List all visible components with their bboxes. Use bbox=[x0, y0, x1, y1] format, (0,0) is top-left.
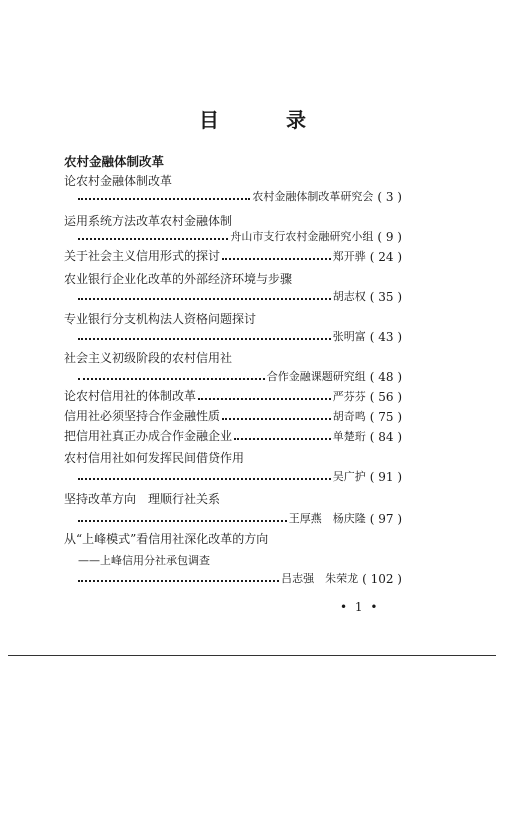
toc-entry-author: 郑开骅 bbox=[332, 250, 366, 263]
toc-entry-page: ( 91 ) bbox=[369, 470, 402, 484]
toc-entry-title: 运用系统方法改革农村金融体制 bbox=[64, 214, 233, 228]
toc-entry-title: 把信用社真正办成合作金融企业 bbox=[64, 429, 233, 443]
toc-entry[interactable] bbox=[64, 248, 402, 264]
toc-entry-author: 吴广护 bbox=[332, 470, 366, 483]
toc-entry-title: 论农村信用社的体制改革 bbox=[64, 389, 197, 403]
toc-entry-leader[interactable] bbox=[76, 188, 402, 204]
toc-entry-author: 严芬芬 bbox=[332, 390, 366, 403]
leader-dots bbox=[78, 338, 331, 340]
toc-entry-page: ( 24 ) bbox=[369, 250, 402, 264]
toc-entry-title: 从“上峰模式”看信用社深化改革的方向 bbox=[64, 532, 269, 546]
toc-entry-author: 胡志权 bbox=[332, 290, 366, 303]
page-title: 目 录 bbox=[199, 108, 336, 132]
leader-dots bbox=[222, 258, 331, 260]
toc-entry[interactable] bbox=[64, 428, 402, 444]
leader-dots bbox=[222, 418, 331, 420]
toc-entry-leader[interactable] bbox=[76, 288, 402, 304]
toc-entry-page: ( 102 ) bbox=[362, 572, 402, 586]
toc-entry-subtitle: ——上峰信用分社承包调查 bbox=[78, 554, 210, 567]
toc-entry-author: 吕志强 朱荣龙 bbox=[281, 572, 359, 585]
toc-entry-title: 农业银行企业化改革的外部经济环境与步骤 bbox=[64, 272, 293, 286]
toc-entry-page: ( 75 ) bbox=[369, 410, 402, 424]
toc-entry-leader[interactable] bbox=[76, 468, 402, 484]
toc-entry-page: ( 9 ) bbox=[377, 230, 402, 244]
page-number: • 1 • bbox=[340, 600, 380, 614]
toc-entry-page: ( 84 ) bbox=[369, 430, 402, 444]
toc-entry-author: 胡奇鸣 bbox=[332, 410, 366, 423]
leader-dots bbox=[78, 198, 250, 200]
toc-entry-author: 单楚珩 bbox=[332, 430, 366, 443]
toc-entry-leader[interactable] bbox=[76, 510, 402, 526]
leader-dots bbox=[78, 478, 331, 480]
toc-entry[interactable] bbox=[64, 408, 402, 424]
section-heading: 农村金融体制改革 bbox=[64, 154, 165, 169]
toc-entry-title: 信用社必须坚持合作金融性质 bbox=[64, 409, 221, 423]
toc-entry-page: ( 48 ) bbox=[369, 370, 402, 384]
toc-entry-author: 王厚燕 杨庆隆 bbox=[288, 512, 366, 525]
toc-entry-page: ( 3 ) bbox=[377, 190, 402, 204]
toc-entry-title: 关于社会主义信用形式的探讨 bbox=[64, 249, 221, 263]
toc-entry-page: ( 35 ) bbox=[369, 290, 402, 304]
toc-entry-author: 合作金融课题研究组 bbox=[266, 370, 366, 383]
toc-entry-author: 农村金融体制改革研究会 bbox=[252, 190, 374, 203]
bottom-rule bbox=[8, 655, 496, 656]
toc-entry-title: 论农村金融体制改革 bbox=[64, 174, 173, 188]
toc-entry-title: 坚持改革方向 理顺行社关系 bbox=[64, 492, 221, 506]
toc-entry-leader[interactable] bbox=[76, 368, 402, 384]
toc-entry-title: 农村信用社如何发挥民间借贷作用 bbox=[64, 451, 245, 465]
leader-dots bbox=[78, 378, 265, 380]
leader-dots bbox=[198, 398, 331, 400]
leader-dots bbox=[78, 298, 331, 300]
toc-entry-leader[interactable] bbox=[76, 570, 402, 586]
toc-entry-leader[interactable] bbox=[76, 328, 402, 344]
toc-entry-page: ( 97 ) bbox=[369, 512, 402, 526]
toc-entry-page: ( 56 ) bbox=[369, 390, 402, 404]
toc-entry-title: 专业银行分支机构法人资格问题探讨 bbox=[64, 312, 257, 326]
toc-entry-author: 舟山市支行农村金融研究小组 bbox=[230, 230, 374, 243]
toc-entry-leader[interactable] bbox=[76, 228, 402, 244]
leader-dots bbox=[78, 238, 228, 240]
toc-entry-title: 社会主义初级阶段的农村信用社 bbox=[64, 351, 233, 365]
leader-dots bbox=[78, 520, 287, 522]
leader-dots bbox=[78, 580, 279, 582]
toc-entry-author: 张明富 bbox=[332, 330, 366, 343]
leader-dots bbox=[234, 438, 331, 440]
toc-entry-page: ( 43 ) bbox=[369, 330, 402, 344]
toc-entry[interactable] bbox=[64, 388, 402, 404]
